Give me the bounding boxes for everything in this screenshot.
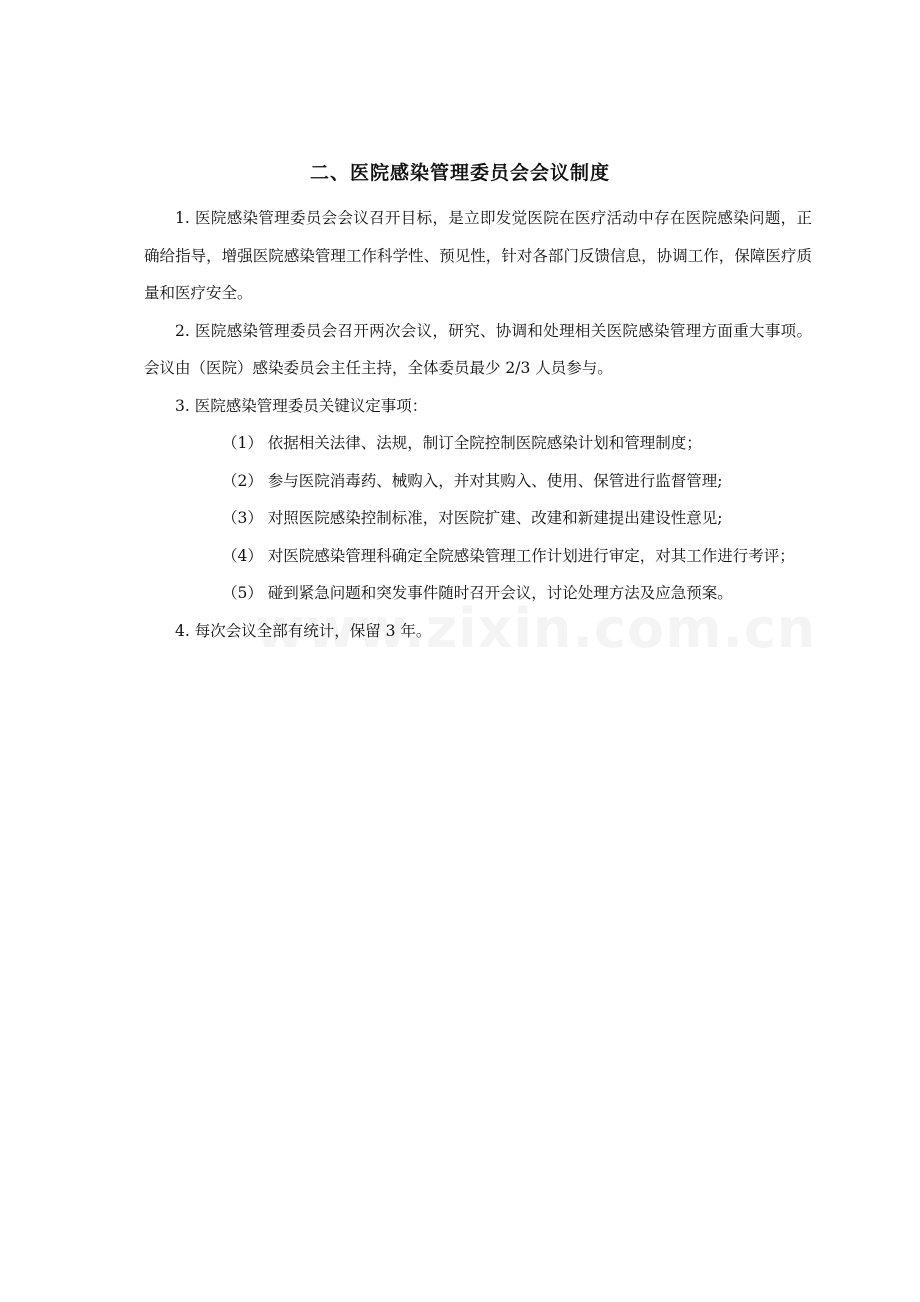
- paragraph-4: 4. 每次会议全部有统计，保留 3 年。: [175, 621, 432, 640]
- paragraph-2: 2. 医院感染管理委员会召开两次会议，研究、协调和处理相关医院感染管理方面重大事项。会议由（医院）感染委员会主任主持，全体委员最少 2/3 人员参与。: [144, 321, 812, 377]
- document-title: 二、医院感染管理委员会会议制度: [309, 162, 610, 184]
- list-item-5: （5） 碰到紧急问题和突发事件随时召开会议，讨论处理方法及应急预案。: [222, 584, 733, 602]
- list-item-4: （4） 对医院感染管理科确定全院感染管理工作计划进行审定，对其工作进行考评；: [222, 546, 795, 565]
- list-item-1: （1） 依据相关法律、法规，制订全院控制医院感染计划和管理制度；: [222, 434, 702, 452]
- list-item-3: （3） 对照医院感染控制标准，对医院扩建、改建和新建提出建设性意见;: [222, 509, 723, 527]
- document-body: [144, 200, 812, 650]
- paragraph-1: 1. 医院感染管理委员会会议召开目标，是立即发觉医院在医疗活动中存在医院感染问题，正确给指导，增强医院感染管理工作科学性、预见性，针对各部门反馈信息，协调工作，保障医疗质量和医疗安全。: [144, 209, 812, 302]
- list-item-2: （2） 参与医院消毒药、械购入，并对其购入、使用、保管进行监督管理;: [222, 471, 723, 490]
- watermark: [255, 597, 816, 660]
- paragraph-3: 3. 医院感染管理委员关键议定事项：: [175, 396, 428, 415]
